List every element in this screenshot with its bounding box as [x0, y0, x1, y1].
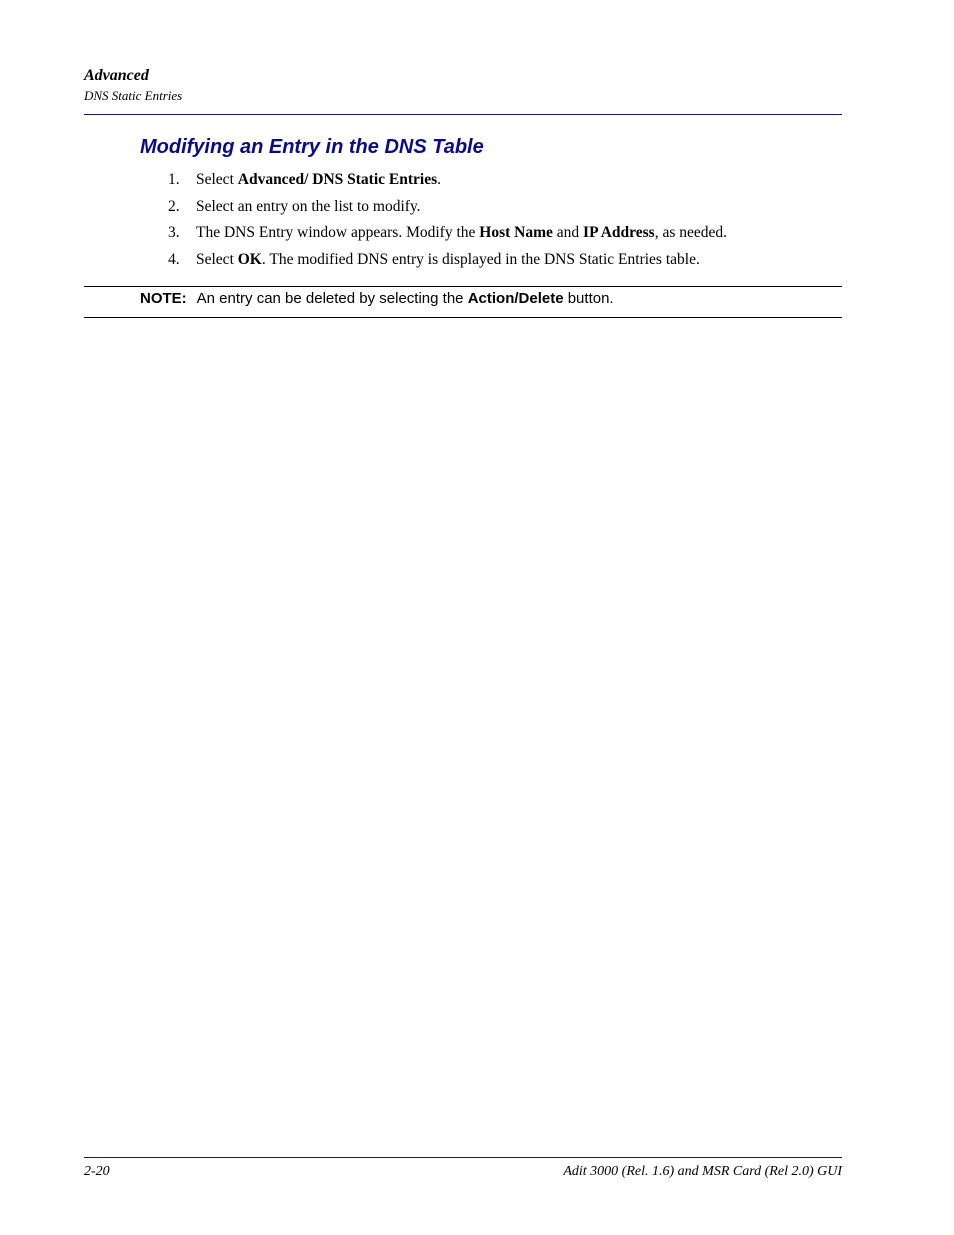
document-title: Adit 3000 (Rel. 1.6) and MSR Card (Rel 2.0) GUI	[563, 1164, 842, 1179]
field-name: IP Address	[583, 224, 655, 241]
note-label: NOTE:	[140, 290, 187, 307]
step-item	[168, 168, 727, 195]
step-number: 1.	[168, 171, 180, 188]
page-number: 2-20	[84, 1164, 110, 1179]
note-top-divider	[84, 286, 842, 287]
note-block	[140, 288, 614, 310]
menu-path: Advanced/ DNS Static Entries	[237, 171, 438, 188]
step-number: 4.	[168, 250, 180, 268]
step-number: 2.	[168, 197, 180, 215]
field-name: Host Name	[479, 224, 553, 241]
step-text: The DNS Entry window appears. Modify the Host Name and IP Address, as needed.	[196, 224, 727, 241]
note-bottom-divider	[84, 317, 842, 318]
header-divider	[84, 114, 842, 115]
button-name: Action/Delete	[467, 290, 564, 307]
step-item	[168, 195, 727, 222]
step-text: Select OK. The modified DNS entry is displayed in the DNS Static Entries table.	[196, 250, 700, 268]
note-text: An entry can be deleted by selecting the Action/Delete button.	[196, 290, 614, 307]
footer-divider	[84, 1157, 842, 1158]
step-number: 3.	[168, 224, 180, 241]
step-text: Select an entry on the list to modify.	[196, 197, 421, 215]
procedure-steps	[168, 168, 727, 274]
section-heading: Modifying an Entry in the DNS Table	[140, 136, 484, 158]
step-item	[168, 248, 727, 275]
running-header-chapter: Advanced	[84, 67, 149, 84]
button-name: OK	[237, 250, 262, 268]
running-header-section: DNS Static Entries	[84, 88, 183, 103]
step-item	[168, 221, 727, 248]
step-text: Select Advanced/ DNS Static Entries.	[196, 171, 441, 188]
